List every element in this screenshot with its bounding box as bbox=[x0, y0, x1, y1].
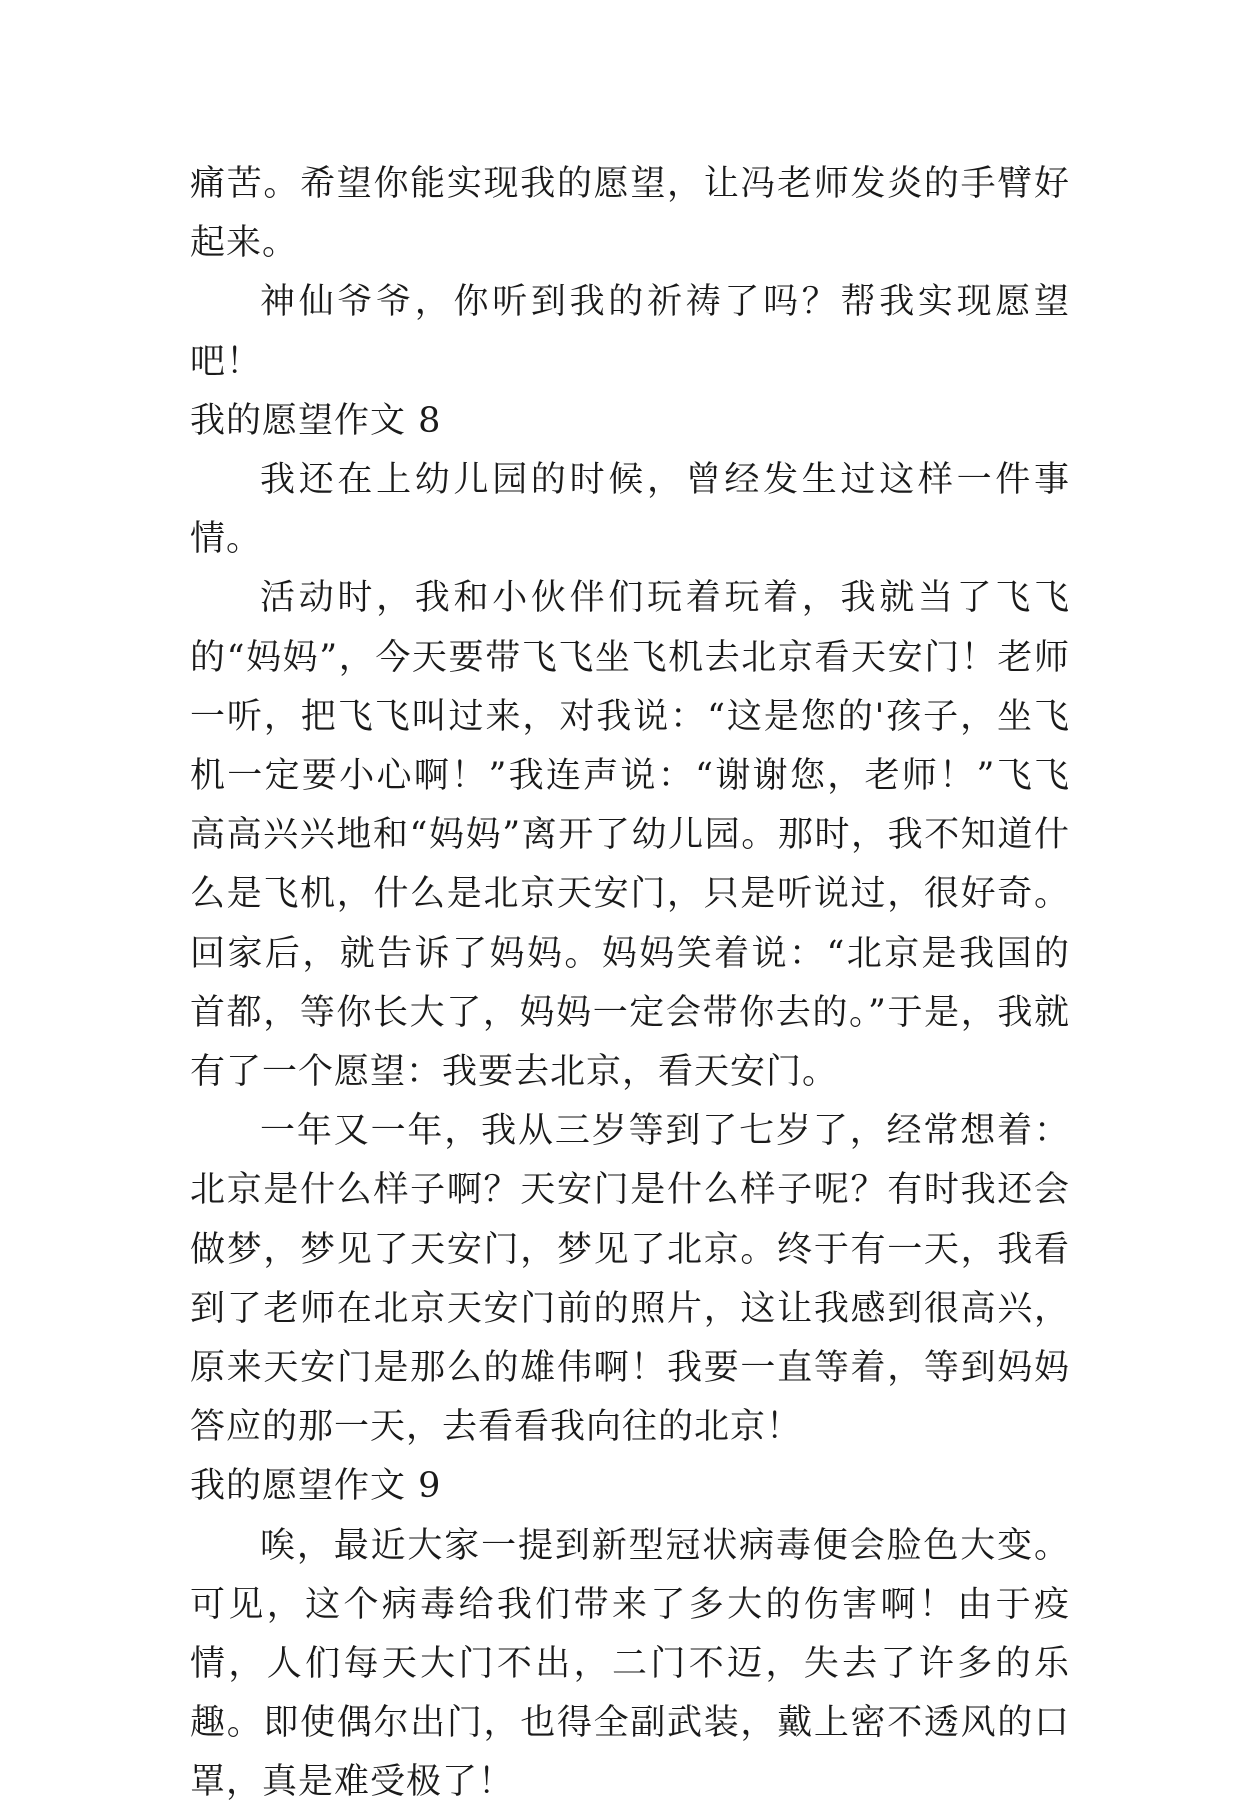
paragraph: 神仙爷爷，你听到我的祈祷了吗？帮我实现愿望吧！ bbox=[190, 282, 1070, 382]
paragraph: 活动时，我和小伙伴们玩着玩着，我就当了飞飞的“妈妈”，今天要带飞飞坐飞机去北京看天安门！老师一听，把飞飞叫过来，对我说：“这是您的'孩子，坐飞机一定要小心啊！”我连声说：“谢谢您，老师！”飞飞高高兴兴地和“妈妈”离开了幼儿园。那时，我不知道什么是飞机，什么是北京天安门，只是听说过，很好奇。回家后，就告诉了妈妈。妈妈笑着说：“北京是我国的首都，等你长大了，妈妈一定会带你去的。”于是，我就有了一个愿望：我要去北京，看天安门。 bbox=[190, 578, 1070, 1093]
paragraph: 唉，最近大家一提到新型冠状病毒便会脸色大变。可见，这个病毒给我们带来了多大的伤害啊！由于疫情，人们每天大门不出，二门不迈，失去了许多的乐趣。即使偶尔出门，也得全副武装，戴上密不透风的口罩，真是难受极了！ bbox=[190, 1525, 1070, 1803]
section-heading: 我的愿望作文 9 bbox=[190, 1466, 442, 1507]
paragraph: 一年又一年，我从三岁等到了七岁了，经常想着：北京是什么样子啊？天安门是什么样子呢？有时我还会做梦，梦见了天安门，梦见了北京。终于有一天，我看到了老师在北京天安门前的照片，这让我感到很高兴，原来天安门是那么的雄伟啊！我要一直等着，等到妈妈答应的那一天，去看看我向往的北京！ bbox=[190, 1111, 1070, 1448]
document-body bbox=[190, 155, 1070, 1813]
section-heading: 我的愿望作文 8 bbox=[190, 400, 442, 441]
paragraph: 我还在上幼儿园的时候，曾经发生过这样一件事情。 bbox=[190, 460, 1070, 560]
paragraph-continuation: 痛苦。希望你能实现我的愿望，让冯老师发炎的手臂好起来。 bbox=[190, 164, 1070, 264]
